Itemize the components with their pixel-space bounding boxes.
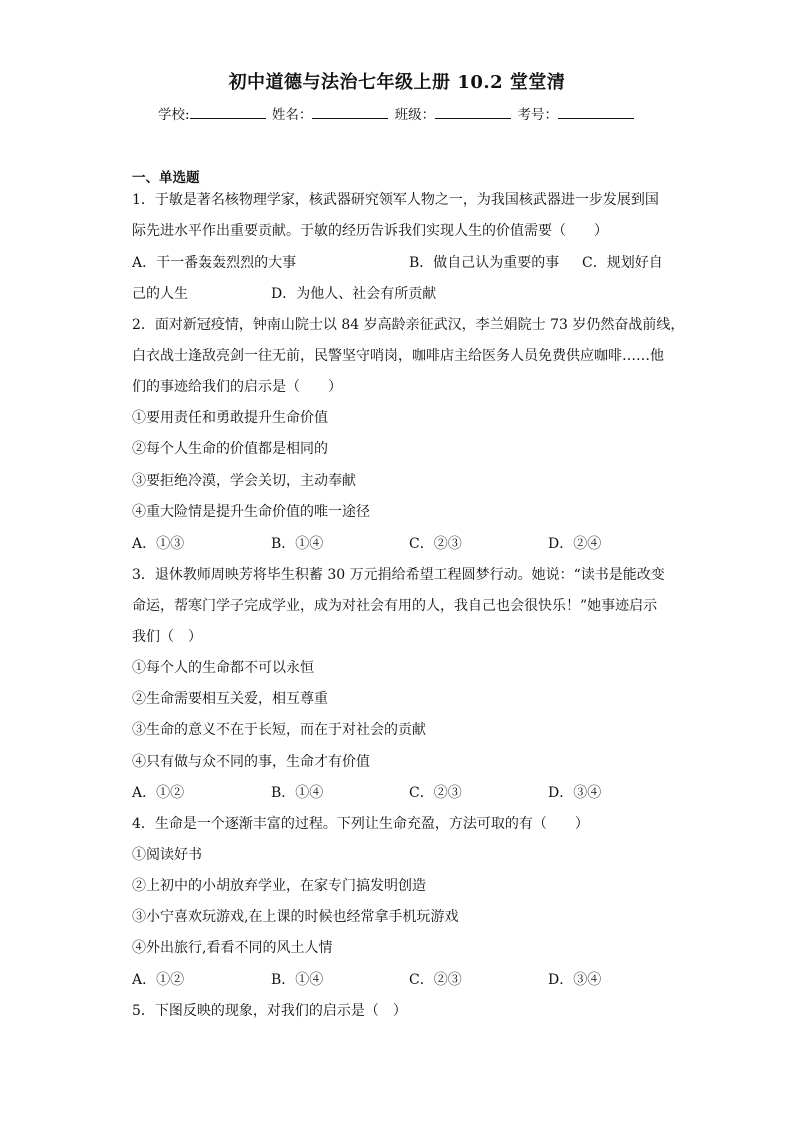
q3-statement: ①每个人的生命都不可以永恒 [132, 660, 314, 676]
q3-statement: ③生命的意义不在于长短，而在于对社会的贡献 [132, 722, 426, 738]
q4-option-b: B．①④ [271, 972, 324, 988]
q2-line: 2．面对新冠疫情，钟南山院士以 84 岁高龄亲征武汉，李兰娟院士 73 岁仍然奋战前线， [132, 317, 685, 333]
q4-line: 4．生命是一个逐渐丰富的过程。下列让生命充盈，方法可取的有（ ） [132, 816, 589, 832]
student-info-line [0, 103, 794, 123]
q4-statement: ①阅读好书 [132, 847, 202, 863]
section-title: 一、单选题 [132, 170, 200, 186]
q1-line: 1．于敏是著名核物理学家，核武器研究领军人物之一，为我国核武器进一步发展到国 [132, 192, 659, 208]
q3-statement: ②生命需要相互关爱，相互尊重 [132, 691, 328, 707]
q5-line: 5．下图反映的现象，对我们的启示是（ ） [132, 1003, 407, 1019]
q3-statement: ④只有做与众不同的事，生命才有价值 [132, 754, 370, 770]
q4-option-a: A．①② [132, 972, 185, 988]
q1-line: 际先进水平作出重要贡献。于敏的经历告诉我们实现人生的价值需要（ ） [132, 223, 608, 239]
q3-option-d: D．③④ [548, 785, 602, 801]
class-blank [435, 106, 511, 119]
q2-line: 白衣战士逢敌亮剑一往无前，民警坚守哨岗，咖啡店主给医务人员免费供应咖啡……他 [132, 348, 664, 364]
q2-statement: ③要拒绝冷漠，学会关切，主动奉献 [132, 473, 356, 489]
q4-option-d: D．③④ [548, 972, 602, 988]
q4-statement: ③小宁喜欢玩游戏,在上课的时候也经常拿手机玩游戏 [132, 909, 459, 925]
school-blank [190, 106, 266, 119]
exam-number-blank [558, 106, 634, 119]
q3-line: 3．退休教师周映芳将毕生积蓄 30 万元捐给希望工程圆梦行动。她说：“读书是能改变 [132, 567, 665, 583]
q4-statement: ④外出旅行,看看不同的风土人情 [132, 940, 333, 956]
school-label: 学校: [158, 107, 190, 123]
q2-option-d: D．②④ [548, 536, 602, 552]
q3-line: 我们（ ） [132, 629, 202, 645]
q1-option-b: B．做自己认为重要的事 [409, 255, 560, 271]
q2-statement: ④重大险情是提升生命价值的唯一途径 [132, 504, 370, 520]
q3-option-a: A．①② [132, 785, 185, 801]
q3-option-c: C．②③ [409, 785, 462, 801]
name-blank [312, 106, 388, 119]
q2-statement: ①要用责任和勇敢提升生命价值 [132, 410, 328, 426]
q3-line: 命运，帮寒门学子完成学业，成为对社会有用的人，我自己也会很快乐！”她事迹启示 [132, 598, 658, 614]
q3-option-b: B．①④ [271, 785, 324, 801]
q2-option-a: A．①③ [132, 536, 185, 552]
q1-option-d: D．为他人、社会有所贡献 [271, 286, 437, 302]
q2-line: 们的事迹给我们的启示是（ ） [132, 379, 342, 395]
page-title: 初中道德与法治七年级上册 10.2 堂堂清 [228, 72, 566, 93]
name-label: 姓名： [271, 107, 313, 123]
class-label: 班级： [394, 107, 436, 123]
exam-number-label: 考号： [517, 107, 558, 123]
q4-statement: ②上初中的小胡放弃学业，在家专门搞发明创造 [132, 878, 426, 894]
q2-option-b: B．①④ [271, 536, 324, 552]
q1-option-c: C．规划好自 [582, 255, 663, 271]
q2-option-c: C．②③ [409, 536, 462, 552]
q4-option-c: C．②③ [409, 972, 462, 988]
q1-option-c-continued: 己的人生 [132, 286, 188, 302]
q1-option-a: A．干一番轰轰烈烈的大事 [132, 255, 297, 271]
q2-statement: ②每个人生命的价值都是相同的 [132, 441, 328, 457]
